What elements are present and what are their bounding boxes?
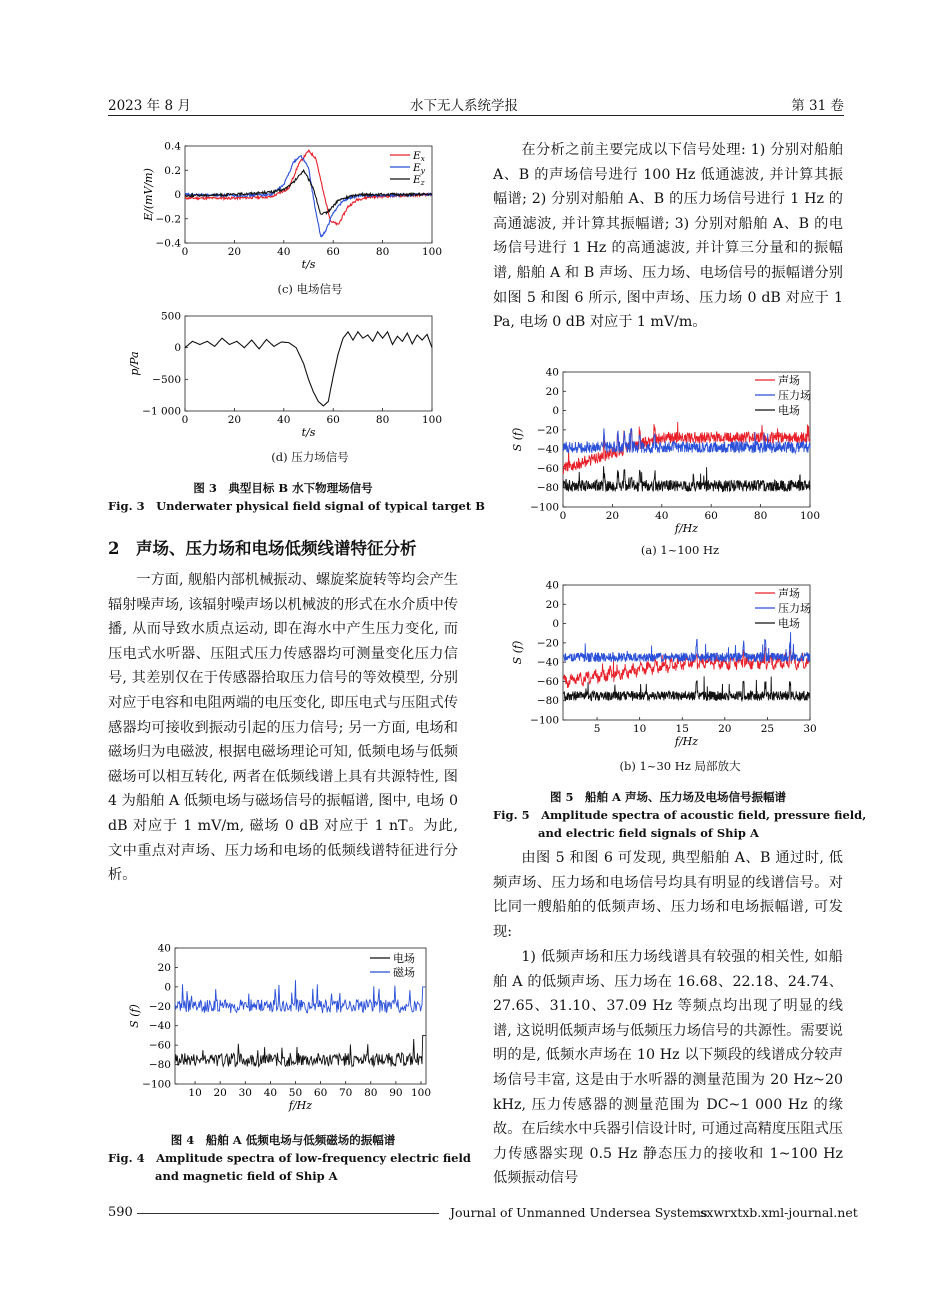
fig5a-subcaption: (a) 1~100 Hz — [640, 543, 720, 557]
y-tick-label: −40 — [148, 1020, 171, 1033]
y-tick-label: −100 — [142, 1078, 171, 1091]
header-volume: 第 31 卷 — [791, 98, 844, 114]
series-line-Ey — [185, 156, 432, 237]
fig5a-chart — [505, 362, 845, 540]
y-tick-label: 0.4 — [164, 140, 181, 153]
x-tick-label: 20 — [213, 1087, 227, 1099]
x-tick-label: 90 — [389, 1087, 403, 1099]
x-tick-label: 100 — [421, 414, 443, 426]
legend-label-1: 压力场 — [778, 389, 811, 402]
y-tick-label: −60 — [536, 675, 559, 688]
x-tick-label: 10 — [632, 723, 647, 735]
y-tick-label: −80 — [148, 1059, 171, 1072]
x-tick-label: 80 — [753, 510, 768, 522]
y-tick-label: 500 — [160, 310, 181, 323]
x-tick-label: 20 — [718, 723, 732, 735]
y-tick-label: 40 — [545, 579, 559, 592]
series-line-0 — [175, 1035, 426, 1066]
fig3-caption-cn: 图 3 典型目标 B 水下物理场信号 — [193, 481, 373, 495]
footer-journal: Journal of Unmanned Undersea Systems — [450, 1205, 708, 1220]
x-axis-label: t/s — [301, 426, 316, 439]
series-line-1 — [563, 632, 810, 662]
y-tick-label: −1 000 — [142, 405, 181, 418]
y-axis-label: E/(mV/m) — [142, 168, 155, 221]
fig4-chart — [120, 940, 460, 1120]
plot-frame — [175, 948, 426, 1084]
section-2-title: 2 声场、压力场和电场低频线谱特征分析 — [108, 539, 417, 558]
header-date: 2023 年 8 月 — [108, 98, 191, 114]
x-tick-label: 70 — [338, 1087, 353, 1099]
x-tick-label: 80 — [364, 1087, 378, 1099]
x-axis-label: f/Hz — [674, 735, 699, 748]
y-tick-label: −80 — [536, 695, 559, 708]
y-tick-label: 20 — [157, 961, 171, 974]
x-tick-label: 40 — [277, 246, 291, 258]
legend-label-2: 电场 — [778, 617, 800, 630]
y-tick-label: 40 — [545, 366, 559, 379]
y-tick-label: −100 — [530, 714, 559, 727]
y-tick-label: 20 — [545, 598, 559, 611]
fig3d-chart — [120, 306, 460, 451]
y-tick-label: −60 — [536, 462, 559, 475]
y-tick-label: −20 — [536, 637, 559, 650]
legend-label-0: 声场 — [778, 374, 800, 387]
y-tick-label: −0.2 — [155, 213, 181, 226]
footer-rule — [137, 1213, 439, 1214]
fig4-caption-en-2: and magnetic field of Ship A — [155, 1169, 338, 1183]
y-axis-label: p/Pa — [128, 351, 141, 376]
x-tick-label: 25 — [760, 723, 775, 735]
y-tick-label: 0.2 — [164, 164, 181, 177]
series-line-Ez — [185, 170, 432, 214]
x-tick-label: 100 — [410, 1087, 432, 1099]
x-tick-label: 40 — [655, 510, 669, 522]
x-tick-label: 20 — [227, 246, 242, 258]
legend-label-0: 电场 — [393, 952, 415, 965]
left-paragraph: 一方面, 舰船内部机械振动、螺旋桨旋转等均会产生辐射噪声场, 该辐射噪声场以机械波的形式在水介质中传播, 从而导致水质点运动, 即在海水中产生压力变化, 而压电式水听器、压阻式压力传感器均可测量变化压力信号, 其差别仅在于传感器拾取压力信号的等效模型, 分别对应于电容和电阻两端的电压变化, 即压电式与压阻式传感器均可接收到振动引起的压力信号; 另一方面, 电场和磁场归为电磁波, 根据电磁场理论可知, 低频电场与低频磁场可以相互转化, 两者在低频线谱上具有共源特性, 图 4 为船舶 A 低频电场与磁场信号的振幅谱, 图中, 电场 0 dB 对应于 1 mV/m, 磁场 0 dB 对应于 1 nT。为此, 文中重点对声场、压力场和电场的低频线谱特征进行分析。 — [108, 572, 458, 884]
y-tick-label: −40 — [536, 443, 559, 456]
y-tick-label: 0 — [552, 405, 559, 418]
plot-frame — [185, 316, 432, 411]
x-tick-label: 60 — [326, 414, 340, 426]
y-axis-label: S (f) — [128, 1004, 141, 1028]
y-tick-label: 40 — [157, 942, 171, 955]
footer-page-number: 590 — [108, 1205, 133, 1220]
legend-label-2: 电场 — [778, 404, 800, 417]
y-tick-label: 0 — [174, 189, 181, 201]
x-tick-label: 10 — [188, 1087, 202, 1099]
y-tick-label: −60 — [148, 1039, 171, 1052]
y-tick-label: −40 — [536, 656, 559, 669]
series-line-1 — [175, 980, 426, 1013]
x-tick-label: 60 — [704, 510, 718, 522]
y-tick-label: 20 — [545, 385, 559, 398]
right-paragraph-1: 在分析之前主要完成以下信号处理: 1) 分别对船舶 A、B 的声场信号进行 100 Hz 低通滤波, 并计算其振幅谱; 2) 分别对船舶 A、B 的压力场信号进行 1 Hz 的高通滤波, 并计算其振幅谱; 3) 分别对船舶 A、B 的电场信号进行 1 Hz 的高通滤波, 并计算三分量和的振幅谱, 船舶 A 和 B 声场、压力场、电场信号的振幅谱分别如图 5 和图 6 所示, 图中声场、压力场 0 dB 对应于 1 Pa, 电场 0 dB 对应于 1 mV/m。 — [493, 142, 843, 331]
x-tick-label: 30 — [803, 723, 817, 735]
y-tick-label: −0.4 — [155, 237, 181, 250]
x-tick-label: 0 — [559, 510, 567, 522]
series-line-p — [185, 332, 432, 406]
x-tick-label: 60 — [326, 246, 340, 258]
legend-label-0: 声场 — [778, 587, 800, 600]
series-line-2 — [563, 466, 810, 491]
x-tick-label: 80 — [375, 246, 390, 258]
y-tick-label: 0 — [174, 342, 181, 355]
header-rule — [108, 115, 844, 116]
legend-label-Ex: Ex — [413, 150, 425, 163]
legend-label-1: 磁场 — [393, 966, 415, 979]
series-line-Ex — [185, 150, 432, 224]
y-tick-label: −20 — [536, 424, 559, 437]
x-tick-label: 5 — [593, 723, 601, 735]
fig3c-chart — [120, 136, 460, 296]
x-tick-label: 0 — [181, 414, 189, 426]
y-tick-label: −20 — [148, 1000, 171, 1013]
x-tick-label: 40 — [277, 414, 291, 426]
right-paragraph-3: 1) 低频声场和压力场线谱具有较强的相关性, 如船舶 A 的低频声场、压力场在 16.68、22.18、24.74、27.65、31.10、37.09 Hz 等频点均出现了明显的线谱, 这说明低频声场与低频压力场信号的共源性。需要说明的是, 低频水声场在 10 Hz 以下频段的线谱成分较声场信号丰富, 这是由于水听器的测量范围为 20 Hz~20 kHz, 压力传感器的测量范围为 DC~1 000 Hz 的缘故。在后续水中兵器引信设计时, 可通过高精度压阻式压力传感器实现 0.5 Hz 静态压力的接收和 1~100 Hz 低频振动信号 — [493, 949, 843, 1187]
fig3c-subcaption: (c) 电场信号 — [277, 282, 343, 296]
y-tick-label: 0 — [552, 618, 559, 631]
fig4-caption-en-1: Fig. 4 Amplitude spectra of low-frequency electric field — [108, 1151, 471, 1165]
x-tick-label: 30 — [238, 1087, 252, 1099]
fig3d-subcaption: (d) 压力场信号 — [271, 450, 349, 464]
fig5-caption-en-1: Fig. 5 Amplitude spectra of acoustic field, pressure field, — [493, 808, 867, 822]
header-journal: 水下无人系统学报 — [410, 98, 518, 114]
footer-site: sxwrxtxb.xml-journal.net — [700, 1205, 858, 1220]
x-tick-label: 80 — [375, 414, 390, 426]
x-axis-label: t/s — [301, 258, 316, 271]
y-tick-label: −500 — [152, 373, 181, 386]
x-tick-label: 60 — [313, 1087, 328, 1099]
x-tick-label: 40 — [263, 1087, 278, 1099]
fig4-caption-cn: 图 4 船舶 A 低频电场与低频磁场的振幅谱 — [170, 1133, 396, 1147]
fig5-caption-en-2: and electric field signals of Ship A — [538, 826, 759, 840]
fig5-caption-cn: 图 5 船舶 A 声场、压力场及电场信号振幅谱 — [550, 790, 786, 804]
legend-label-1: 压力场 — [778, 602, 811, 615]
right-paragraph-2: 由图 5 和图 6 可发现, 典型船舶 A、B 通过时, 低频声场、压力场和电场信号均具有明显的线谱信号。对比同一艘船舶的低频声场、压力场和电场振幅谱, 可发现: — [493, 850, 843, 940]
x-tick-label: 100 — [799, 510, 821, 522]
y-tick-label: −80 — [536, 482, 559, 495]
x-axis-label: f/Hz — [288, 1099, 313, 1112]
x-tick-label: 15 — [675, 723, 689, 735]
legend-label-Ez: Ez — [413, 174, 425, 187]
x-tick-label: 20 — [605, 510, 620, 522]
fig3-caption-en: Fig. 3 Underwater physical field signal of typical target B — [108, 499, 485, 513]
y-axis-label: S (f) — [511, 427, 524, 452]
x-axis-label: f/Hz — [674, 522, 699, 535]
y-axis-label: S (f) — [511, 640, 524, 665]
x-tick-label: 0 — [181, 246, 189, 258]
legend-label-Ey: Ey — [413, 162, 425, 175]
fig5b-subcaption: (b) 1~30 Hz 局部放大 — [619, 759, 741, 773]
y-tick-label: 0 — [164, 981, 171, 994]
x-tick-label: 20 — [227, 414, 242, 426]
y-tick-label: −100 — [530, 501, 559, 514]
fig5b-chart — [505, 575, 845, 753]
x-tick-label: 100 — [421, 246, 443, 258]
x-tick-label: 50 — [288, 1087, 303, 1099]
